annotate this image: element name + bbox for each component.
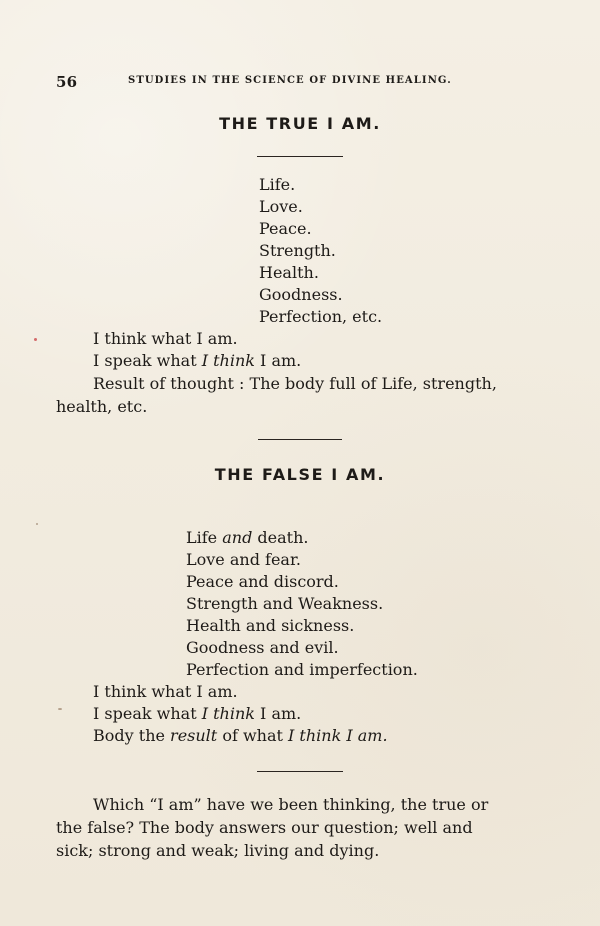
closing-line-2: the false? The body answers our question; well and bbox=[56, 818, 473, 837]
page-header bbox=[56, 73, 528, 93]
list-item bbox=[186, 527, 308, 549]
speak-line-start: I speak what bbox=[93, 351, 202, 370]
result-line-2: health, etc. bbox=[56, 397, 148, 416]
body-result-italic-end: I think I am. bbox=[288, 726, 388, 745]
body-result-middle: of what bbox=[217, 726, 289, 745]
section-divider-bottom bbox=[257, 771, 343, 772]
speak-line-italic: I think bbox=[201, 351, 255, 370]
list-item-italic: and bbox=[222, 528, 253, 547]
list-item: Perfection and imperfection. bbox=[186, 660, 418, 679]
list-item: Perfection, etc. bbox=[259, 307, 383, 326]
false-i-am-heading: THE FALSE I AM. bbox=[214, 465, 386, 484]
body-result-start: Body the bbox=[93, 726, 171, 745]
true-i-am-heading: THE TRUE I AM. bbox=[219, 114, 381, 133]
speak-line-end: I am. bbox=[254, 351, 302, 370]
false-speak-end: I am. bbox=[254, 704, 302, 723]
list-item: Strength. bbox=[259, 241, 336, 260]
list-item: Goodness and evil. bbox=[186, 638, 339, 657]
running-head: STUDIES IN THE SCIENCE OF DIVINE HEALING. bbox=[128, 75, 452, 86]
closing-line-1: Which “I am” have we been thinking, the true or bbox=[93, 795, 489, 814]
false-speak-start: I speak what bbox=[93, 704, 202, 723]
list-item: Health. bbox=[259, 263, 319, 282]
paper-speck bbox=[58, 708, 62, 710]
speak-line bbox=[93, 350, 301, 372]
list-item: Strength and Weakness. bbox=[186, 594, 384, 613]
body-result-italic: result bbox=[170, 726, 218, 745]
list-item-end: death. bbox=[252, 528, 309, 547]
body-result-line bbox=[93, 725, 388, 747]
ink-spot bbox=[34, 338, 37, 341]
list-item-start: Life bbox=[186, 528, 223, 547]
list-item: Life. bbox=[259, 175, 296, 194]
false-speak-line bbox=[93, 703, 301, 725]
think-line: I think what I am. bbox=[93, 329, 238, 348]
section-divider-top bbox=[257, 156, 343, 157]
list-item: Love. bbox=[259, 197, 303, 216]
list-item: Peace. bbox=[259, 219, 312, 238]
result-line-1: Result of thought : The body full of Life, strength, bbox=[93, 374, 497, 393]
page-number: 56 bbox=[56, 73, 78, 91]
list-item: Goodness. bbox=[259, 285, 343, 304]
list-item: Health and sickness. bbox=[186, 616, 355, 635]
paper-speck bbox=[36, 523, 38, 525]
false-think-line: I think what I am. bbox=[93, 682, 238, 701]
list-item: Love and fear. bbox=[186, 550, 301, 569]
section-divider-middle bbox=[258, 439, 342, 440]
closing-line-3: sick; strong and weak; living and dying. bbox=[56, 841, 380, 860]
list-item: Peace and discord. bbox=[186, 572, 339, 591]
false-speak-italic: I think bbox=[201, 704, 255, 723]
